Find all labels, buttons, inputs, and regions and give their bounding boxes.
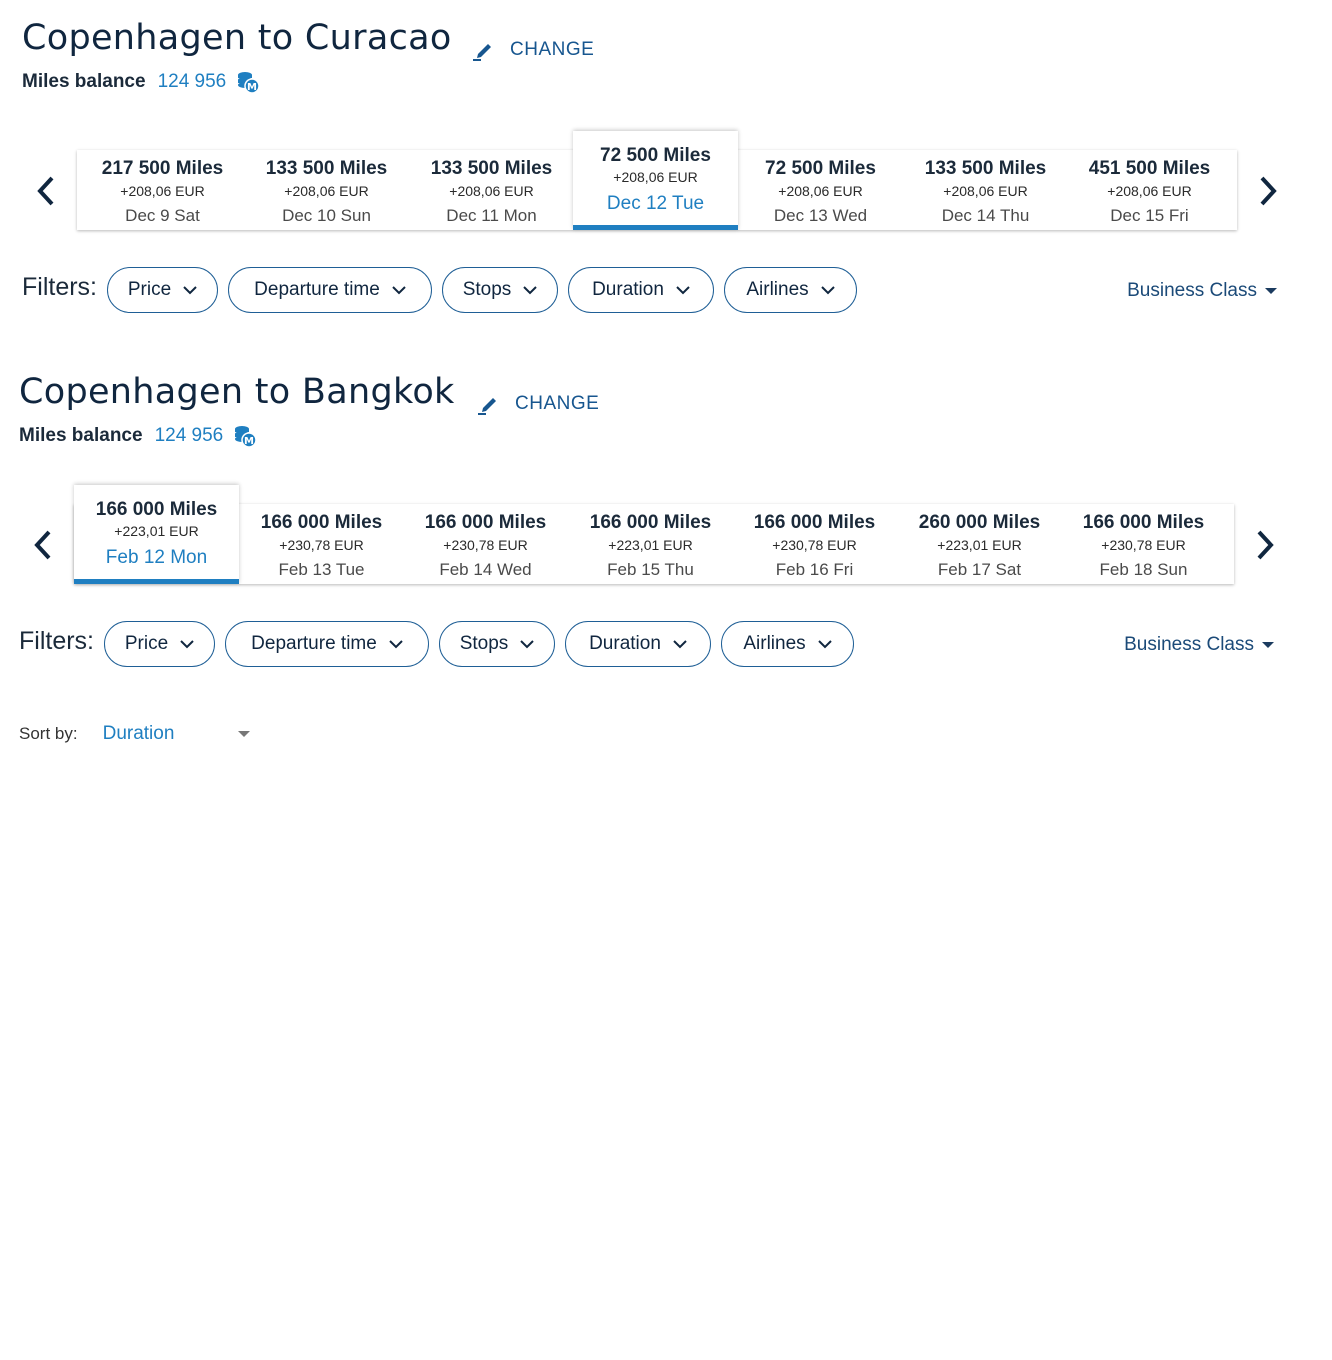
date-eur: +208,06 EUR: [120, 183, 205, 199]
filter-duration-button[interactable]: [568, 267, 714, 313]
date-strip: [77, 145, 1237, 230]
date-miles: 133 500 Miles: [430, 158, 553, 179]
date-eur: +208,06 EUR: [1107, 183, 1192, 199]
cabin-class-label: Business Class: [1127, 280, 1257, 301]
filter-label: Duration: [592, 279, 664, 300]
date-miles: 451 500 Miles: [1088, 158, 1211, 179]
chevron-down-icon: [818, 640, 832, 649]
date-miles: 72 500 Miles: [600, 145, 711, 166]
cabin-class-dropdown[interactable]: [1124, 634, 1274, 656]
chevron-down-icon: [821, 286, 835, 295]
date-eur: +230,78 EUR: [1101, 537, 1186, 553]
date-day: Dec 12 Tue: [606, 193, 705, 214]
change-route-button[interactable]: [472, 38, 594, 62]
date-cell[interactable]: [903, 150, 1068, 230]
miles-balance-value: 124 956: [154, 425, 224, 446]
filter-departure-time-button[interactable]: [228, 267, 432, 313]
filter-stops-button[interactable]: [439, 621, 555, 667]
filters-label: Filters:: [22, 273, 97, 301]
date-eur: +230,78 EUR: [772, 537, 857, 553]
date-strip: [74, 499, 1234, 584]
filter-airlines-button[interactable]: [721, 621, 854, 667]
search-section-curacao: [0, 0, 1332, 330]
date-miles: 133 500 Miles: [924, 158, 1047, 179]
date-day: Feb 14 Wed: [439, 560, 532, 579]
date-cell[interactable]: [244, 150, 409, 230]
date-eur: +223,01 EUR: [608, 537, 693, 553]
caret-down-icon[interactable]: [238, 731, 250, 737]
date-day: Dec 11 Mon: [446, 206, 537, 225]
chevron-down-icon: [389, 640, 403, 649]
filter-airlines-button[interactable]: [724, 267, 857, 313]
date-day: Dec 13 Wed: [773, 206, 868, 225]
date-cell-selected[interactable]: [573, 131, 738, 230]
date-miles: 166 000 Miles: [753, 512, 876, 533]
filter-label: Departure time: [254, 279, 380, 300]
date-miles: 260 000 Miles: [918, 512, 1041, 533]
date-eur: +208,06 EUR: [778, 183, 863, 199]
chevron-left-icon: [34, 529, 52, 561]
pencil-icon: [477, 392, 501, 416]
prev-dates-button[interactable]: [31, 168, 61, 214]
svg-text:M: M: [247, 82, 258, 93]
miles-balance-value: 124 956: [157, 71, 227, 92]
filter-label: Airlines: [743, 633, 806, 654]
filter-label: Duration: [589, 633, 661, 654]
date-miles: 166 000 Miles: [589, 512, 712, 533]
filter-label: Stops: [462, 279, 512, 300]
search-section-bangkok: [0, 354, 1329, 684]
sort-label: Sort by:: [19, 724, 78, 743]
chevron-down-icon: [523, 286, 537, 295]
date-cell[interactable]: [738, 150, 903, 230]
change-route-button[interactable]: [477, 392, 599, 416]
miles-balance-label: Miles balance: [19, 425, 143, 446]
filter-departure-time-button[interactable]: [225, 621, 429, 667]
next-dates-button[interactable]: [1250, 522, 1280, 568]
change-label: CHANGE: [515, 393, 600, 414]
date-eur: +208,06 EUR: [613, 169, 698, 185]
date-cell[interactable]: [1067, 150, 1232, 230]
chevron-right-icon: [1256, 529, 1274, 561]
sort-dropdown[interactable]: Duration: [102, 723, 175, 744]
chevron-down-icon: [676, 286, 690, 295]
date-eur: +208,06 EUR: [284, 183, 369, 199]
date-miles: 72 500 Miles: [765, 158, 876, 179]
filter-label: Departure time: [251, 633, 377, 654]
date-day: Feb 17 Sat: [937, 560, 1022, 579]
chevron-left-icon: [37, 175, 55, 207]
sort-control: [19, 723, 250, 745]
date-miles: 166 000 Miles: [1082, 512, 1205, 533]
date-eur: +230,78 EUR: [279, 537, 364, 553]
date-miles: 217 500 Miles: [101, 158, 224, 179]
filter-price-button[interactable]: [104, 621, 215, 667]
date-cell[interactable]: [80, 150, 245, 230]
date-day: Dec 10 Sun: [282, 206, 371, 225]
date-cell-selected[interactable]: [74, 485, 239, 584]
date-cell[interactable]: [568, 504, 733, 584]
date-cell[interactable]: [403, 504, 568, 584]
chevron-right-icon: [1259, 175, 1277, 207]
date-eur: +223,01 EUR: [937, 537, 1022, 553]
filter-price-button[interactable]: [107, 267, 218, 313]
date-day: Dec 9 Sat: [125, 206, 200, 225]
date-eur: +208,06 EUR: [943, 183, 1028, 199]
date-day: Feb 12 Mon: [105, 547, 208, 568]
miles-coin-icon: [233, 424, 257, 448]
route-title: Copenhagen to Curacao: [22, 18, 452, 58]
date-eur: +230,78 EUR: [443, 537, 528, 553]
chevron-down-icon: [183, 286, 197, 295]
filter-stops-button[interactable]: [442, 267, 558, 313]
route-title: Copenhagen to Bangkok: [19, 372, 455, 412]
date-cell[interactable]: [239, 504, 404, 584]
filters-label: Filters:: [19, 627, 94, 655]
cabin-class-dropdown[interactable]: [1127, 280, 1277, 302]
next-dates-button[interactable]: [1253, 168, 1283, 214]
chevron-down-icon: [520, 640, 534, 649]
date-day: Dec 14 Thu: [941, 206, 1030, 225]
svg-text:M: M: [244, 436, 255, 447]
date-miles: 133 500 Miles: [265, 158, 388, 179]
miles-balance: [19, 424, 257, 448]
date-day: Feb 16 Fri: [775, 560, 854, 579]
prev-dates-button[interactable]: [28, 522, 58, 568]
chevron-down-icon: [180, 640, 194, 649]
chevron-down-icon: [673, 640, 687, 649]
date-day: Feb 18 Sun: [1099, 560, 1188, 579]
date-cell[interactable]: [409, 150, 574, 230]
filter-label: Price: [127, 279, 172, 300]
date-cell[interactable]: [732, 504, 897, 584]
date-miles: 166 000 Miles: [95, 499, 218, 520]
pencil-icon: [472, 38, 496, 62]
date-eur: +223,01 EUR: [114, 523, 199, 539]
filter-label: Price: [124, 633, 169, 654]
change-label: CHANGE: [510, 39, 595, 60]
miles-balance-label: Miles balance: [22, 71, 146, 92]
caret-down-icon: [1265, 288, 1277, 294]
date-eur: +208,06 EUR: [449, 183, 534, 199]
date-miles: 166 000 Miles: [424, 512, 547, 533]
date-miles: 166 000 Miles: [260, 512, 383, 533]
date-cell[interactable]: [1061, 504, 1226, 584]
date-day: Feb 13 Tue: [278, 560, 365, 579]
cabin-class-label: Business Class: [1124, 634, 1254, 655]
filter-label: Airlines: [746, 279, 809, 300]
miles-balance: [22, 70, 260, 94]
caret-down-icon: [1262, 642, 1274, 648]
date-day: Dec 15 Fri: [1110, 206, 1189, 225]
filter-duration-button[interactable]: [565, 621, 711, 667]
date-day: Feb 15 Thu: [607, 560, 694, 579]
date-cell[interactable]: [897, 504, 1062, 584]
chevron-down-icon: [392, 286, 406, 295]
miles-coin-icon: [236, 70, 260, 94]
filter-label: Stops: [459, 633, 509, 654]
